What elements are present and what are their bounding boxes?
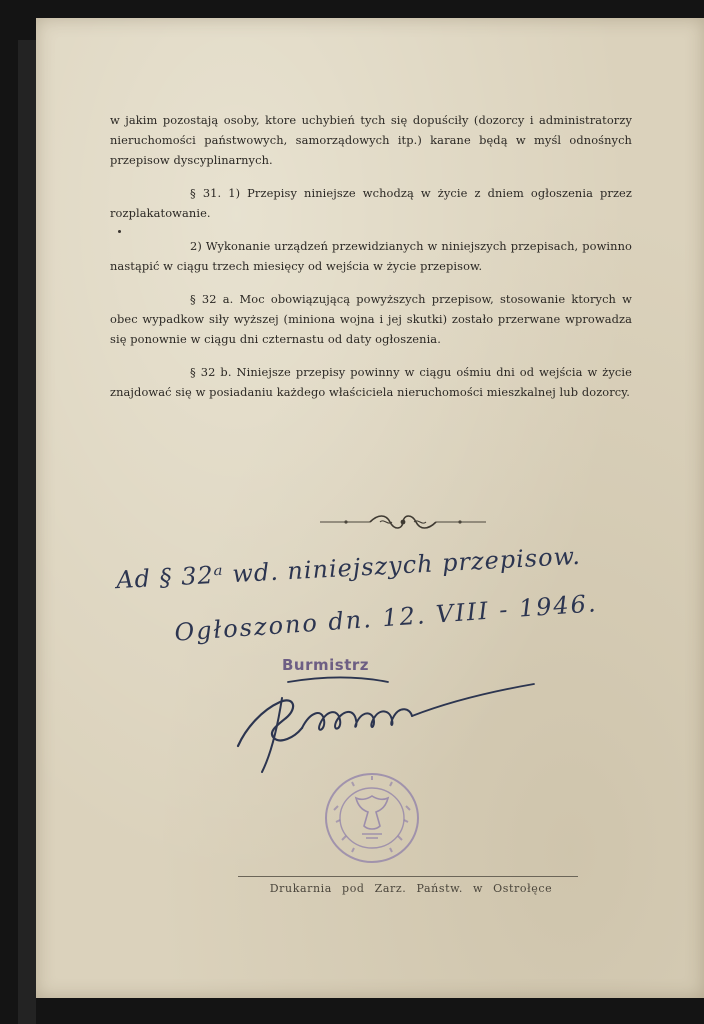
paragraph-section-32a: § 32 a. Moc obowiązującą powyższych przepisow, stosowanie ktorych w obec wypadkow siły wyższej (miniona wojna i jej skutki) zostało przerwane wprowadza się ponownie w ciągu dni czternastu od daty ogłoszenia.: [110, 292, 632, 346]
printer-ornament-icon: [318, 512, 488, 532]
binding-strip: [18, 40, 36, 1024]
handwritten-note: [110, 541, 650, 658]
paragraph-section-32b: § 32 b. Niniejsze przepisy powinny w ciągu ośmiu dni od wejścia w życie znajdować się w posiadaniu każdego właściciela nieruchomości mieszkalnej lub dozorcy.: [110, 365, 632, 399]
library-seal-icon: [322, 770, 422, 866]
handwritten-line-2: Ogłoszono dn. 12. VIII - 1946.: [173, 589, 599, 647]
handwritten-line-1: Ad § 32ᵃ wd. niniejszych przepisow.: [115, 541, 582, 595]
paragraph-section-31: § 31. 1) Przepisy niniejsze wchodzą w życie z dniem ogłoszenia przez rozplakatowanie.: [110, 186, 632, 220]
printer-imprint: Drukarnia pod Zarz. Państw. w Ostrołęce: [269, 882, 553, 895]
mayor-stamp: Burmistrz: [282, 656, 370, 674]
printed-regulation-text: [110, 110, 632, 415]
signature-icon: [228, 668, 548, 778]
paragraph-section-31-point-2: 2) Wykonanie urządzeń przewidzianych w niniejszych przepisach, powinno nastąpić w ciągu trzech miesięcy od wejścia w życie przepisow.: [110, 239, 632, 273]
paragraph-continuation: w jakim pozostają osoby, ktore uchybień tych się dopuściły (dozorcy i administratorzy nieruchomości państwowych, samorządowych itp.) karane będą w myśl odnośnych przepisow dyscyplinarnych.: [110, 113, 632, 167]
footer-rule: [238, 876, 578, 877]
